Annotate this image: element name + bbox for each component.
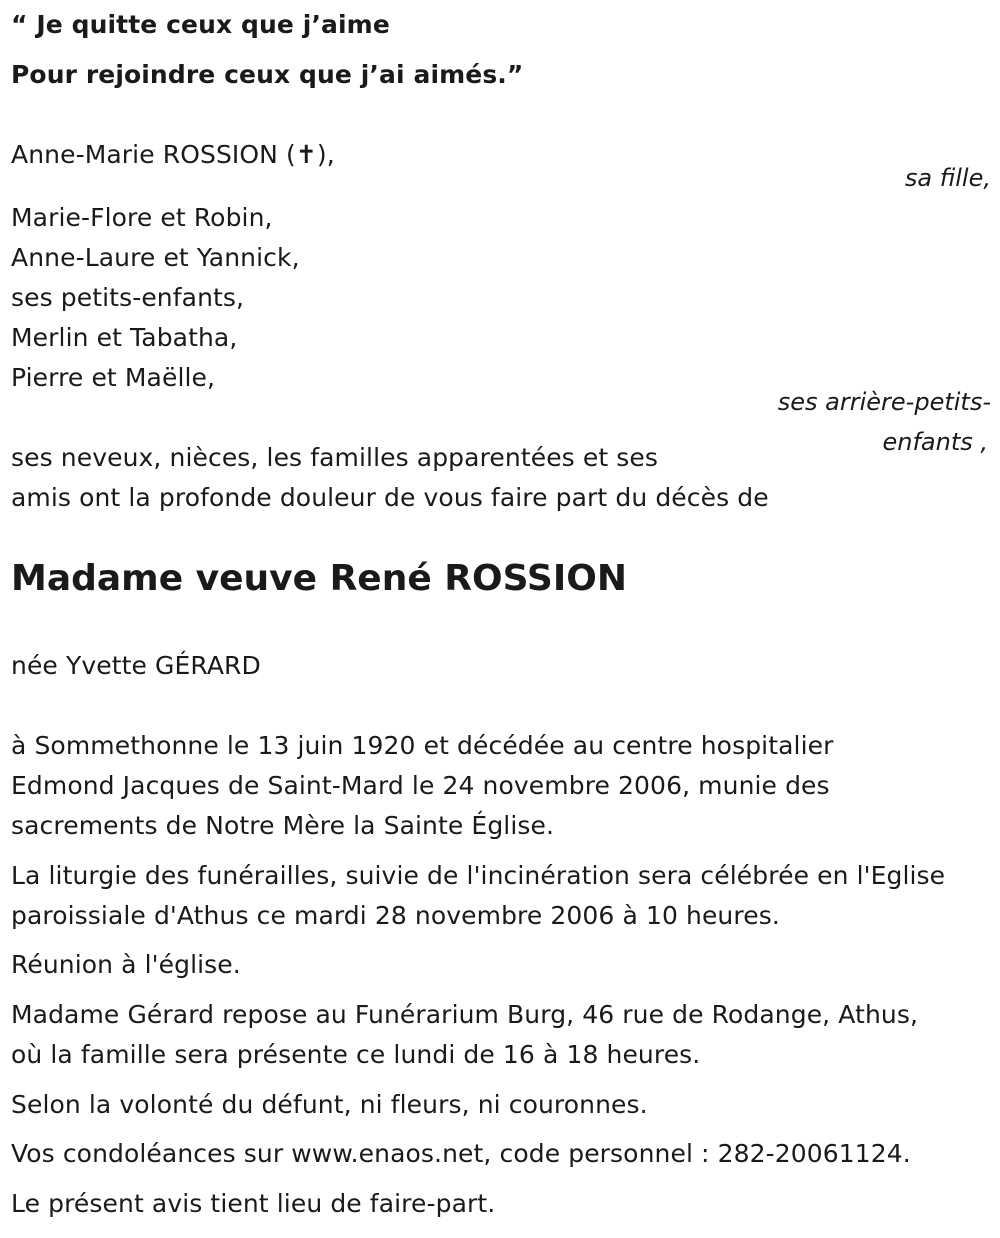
condolences-line: Vos condoléances sur www.enaos.net, code personnel : 282-20061124.: [11, 1139, 911, 1168]
quote-line-1: “ Je quitte ceux que j’aime: [11, 10, 390, 39]
wishes-line: Selon la volonté du défunt, ni fleurs, ni couronnes.: [11, 1090, 648, 1119]
others-line-2: amis ont la profonde douleur de vous faire part du décès de: [11, 483, 769, 512]
liturgy-line-1: La liturgie des funérailles, suivie de l'incinération sera célébrée en l'Eglise: [11, 861, 946, 890]
great-grandchild-line: Pierre et Maëlle,: [11, 363, 216, 392]
grandchild-line: Marie-Flore et Robin,: [11, 203, 273, 232]
quote-line-2: Pour rejoindre ceux que j’ai aimés.”: [11, 60, 524, 89]
great-grandchild-line: Merlin et Tabatha,: [11, 323, 238, 352]
rest-line-2: où la famille sera présente ce lundi de 16 à 18 heures.: [11, 1040, 701, 1069]
great-grandchildren-role-1: ses arrière-petits-: [777, 388, 991, 416]
great-grandchildren-role-2: enfants ,: [882, 428, 988, 456]
liturgy-line-2: paroissiale d'Athus ce mardi 28 novembre 2006 à 10 heures.: [11, 901, 780, 930]
birth-death-line-3: sacrements de Notre Mère la Sainte Église.: [11, 811, 555, 840]
daughter-name: Anne-Marie ROSSION (✝),: [11, 140, 335, 169]
birth-name: née Yvette GÉRARD: [11, 651, 261, 680]
rest-line-1: Madame Gérard repose au Funérarium Burg, 46 rue de Rodange, Athus,: [11, 1000, 919, 1029]
birth-death-line-1: à Sommethonne le 13 juin 1920 et décédée au centre hospitalier: [11, 731, 834, 760]
grandchild-role: ses petits-enfants,: [11, 283, 245, 312]
birth-death-line-2: Edmond Jacques de Saint-Mard le 24 novembre 2006, munie des: [11, 771, 830, 800]
others-line-1: ses neveux, nièces, les familles apparentées et ses: [11, 443, 659, 472]
notice-line: Le présent avis tient lieu de faire-part.: [11, 1189, 496, 1218]
daughter-role: sa fille,: [904, 164, 991, 192]
deceased-name: Madame veuve René ROSSION: [11, 558, 627, 599]
grandchild-line: Anne-Laure et Yannick,: [11, 243, 300, 272]
meeting-line: Réunion à l'église.: [11, 950, 241, 979]
